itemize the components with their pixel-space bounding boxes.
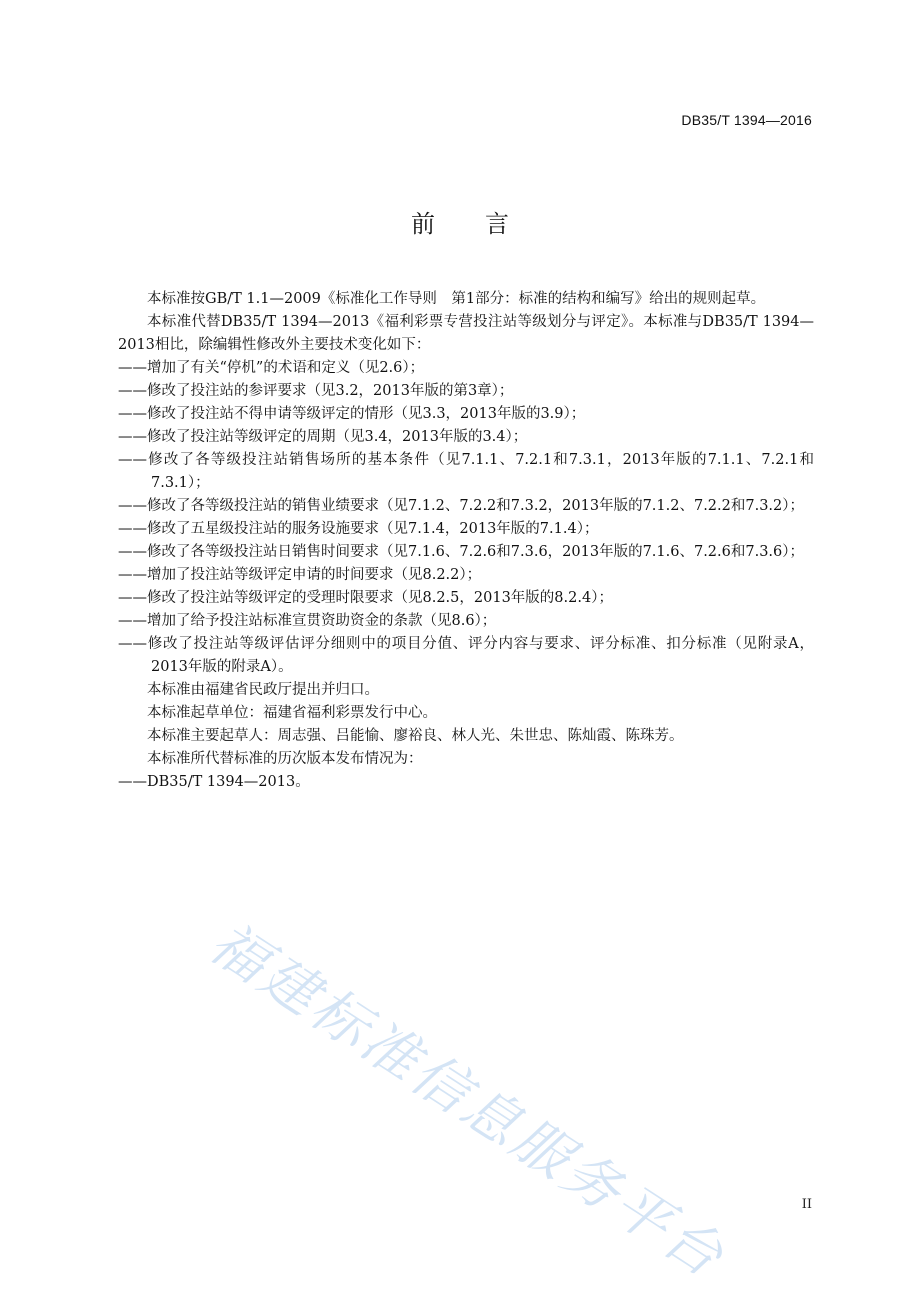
change-item: ——增加了有关“停机”的术语和定义（见2.6）； (118, 360, 425, 376)
change-item: ——增加了投注站等级评定申请的时间要求（见8.2.2）； (118, 567, 482, 583)
change-item: ——修改了投注站不得申请等级评定的情形（见3.3，2013年版的3.9）； (118, 406, 586, 422)
change-item: ——修改了各等级投注站销售场所的基本条件（见7.1.1、7.2.1和7.3.1，2013年版的7.1.1、7.2.1和7.3.1）； (118, 452, 814, 491)
document-body (118, 288, 814, 794)
document-code: DB35/T 1394—2016 (681, 112, 812, 128)
change-item: ——修改了各等级投注站的销售业绩要求（见7.1.2、7.2.2和7.3.2，2013年版的7.1.2、7.2.2和7.3.2）； (118, 498, 805, 514)
change-item: ——修改了投注站等级评定的周期（见3.4，2013年版的3.4）； (118, 429, 528, 445)
paragraph-proposer: 本标准由福建省民政厅提出并归口。 (147, 682, 379, 698)
paragraph-drafters: 本标准主要起草人：周志强、吕能愉、廖裕良、林人光、朱世忠、陈灿霞、陈珠芳。 (147, 728, 684, 744)
changes-list (118, 357, 814, 679)
watermark: 福建标准信息服务平台 (198, 910, 737, 1292)
change-item: ——修改了各等级投注站日销售时间要求（见7.1.6、7.2.6和7.3.6，2013年版的7.1.6、7.2.6和7.3.6）； (118, 544, 805, 560)
paragraph-history-intro: 本标准所代替标准的历次版本发布情况为： (147, 751, 423, 767)
change-item: ——修改了五星级投注站的服务设施要求（见7.1.4，2013年版的7.1.4）； (118, 521, 599, 537)
history-item: ——DB35/T 1394—2013。 (118, 774, 310, 790)
change-item: ——修改了投注站等级评估评分细则中的项目分值、评分内容与要求、评分标准、扣分标准（见附录A，2013年版的附录A）。 (118, 636, 814, 675)
paragraph-replacement: 本标准代替DB35/T 1394—2013《福利彩票专营投注站等级划分与评定》。本标准与DB35/T 1394—2013相比，除编辑性修改外主要技术变化如下： (118, 314, 814, 353)
page-number: II (801, 1197, 812, 1212)
change-item: ——增加了给予投注站标准宣贯资助资金的条款（见8.6）； (118, 613, 497, 629)
change-item: ——修改了投注站等级评定的受理时限要求（见8.2.5，2013年版的8.2.4）； (118, 590, 613, 606)
page-title: 前言 (411, 210, 559, 238)
paragraph-drafting-rules: 本标准按GB/T 1.1—2009《标准化工作导则 第1部分：标准的结构和编写》给出的规则起草。 (147, 291, 766, 307)
paragraph-drafting-unit: 本标准起草单位：福建省福利彩票发行中心。 (147, 705, 437, 721)
change-item: ——修改了投注站的参评要求（见3.2，2013年版的第3章）； (118, 383, 514, 399)
